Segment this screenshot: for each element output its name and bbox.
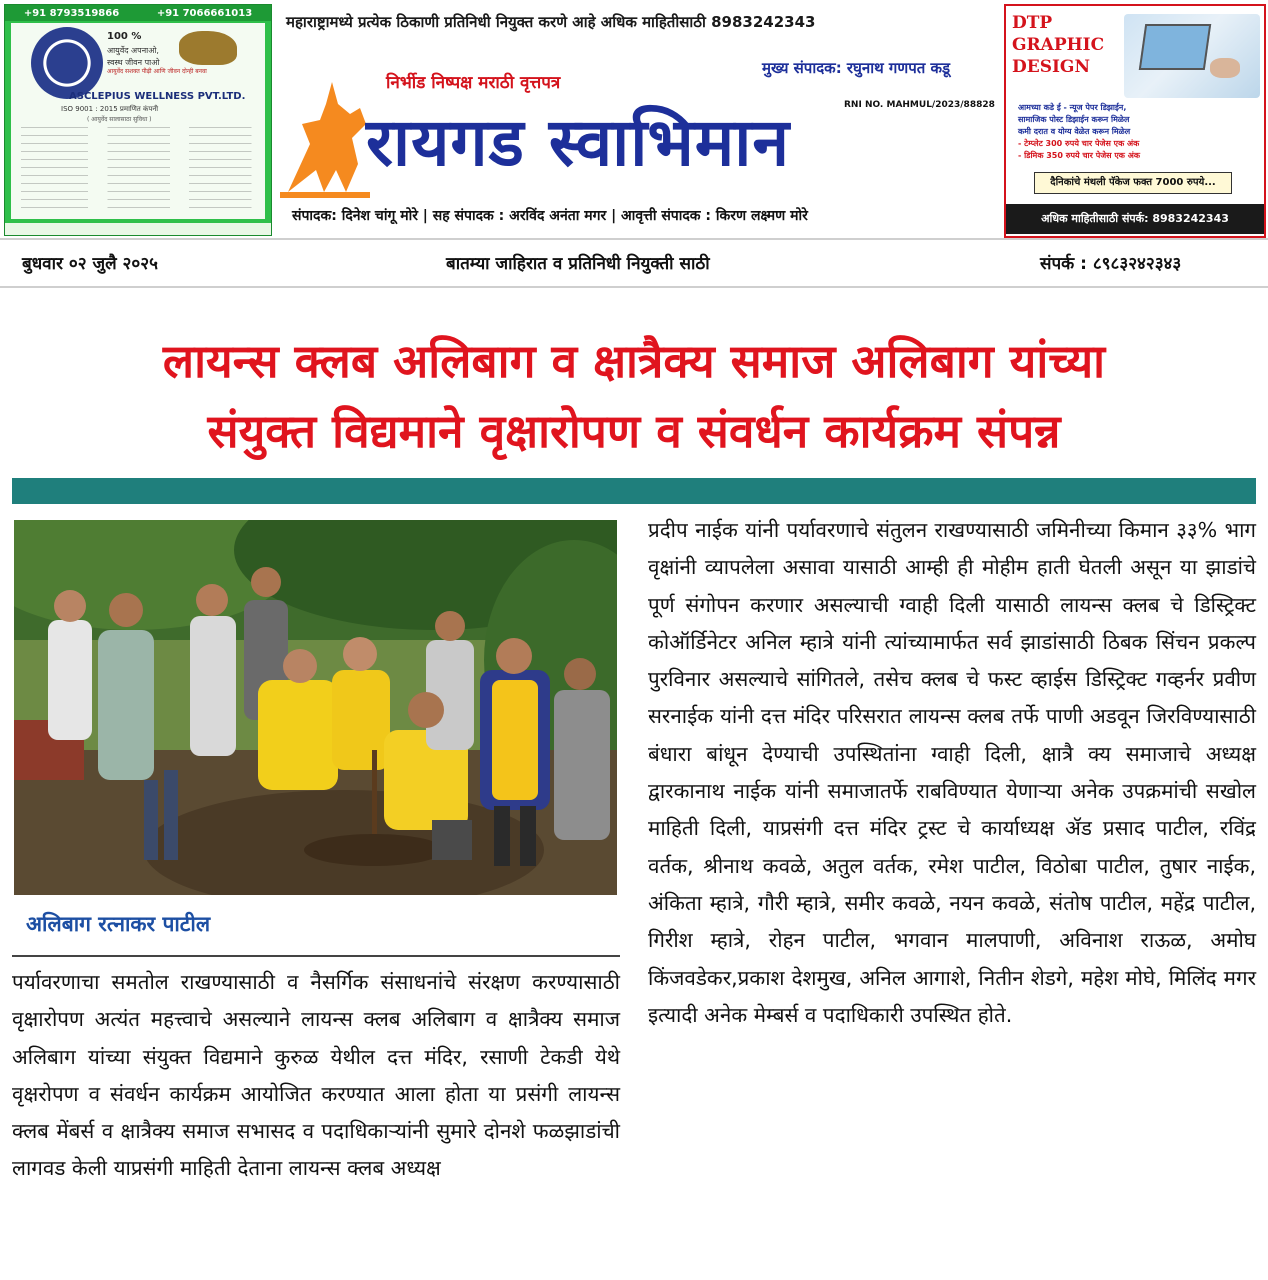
asclepius-logo-icon (31, 27, 103, 99)
ad-phone-strip (5, 5, 271, 21)
masthead-center (274, 4, 1004, 236)
datebar-contact: संपर्क : ८९८३२४२३४३ (1040, 254, 1182, 274)
headline-divider (12, 478, 1256, 504)
ad-company-name: ASCLEPIUS WELLNESS PVT.LTD. (69, 91, 246, 102)
byline: अलिबाग रत्नाकर पाटील (26, 912, 211, 936)
chief-editor: मुख्य संपादक: रघुनाथ गणपत कडू (762, 59, 951, 77)
ad-tagline-2: स्वस्थ जीवन पाओ (107, 58, 160, 67)
byline-divider (12, 955, 620, 957)
designer-photo (1124, 14, 1260, 98)
dtp-design-ad (1004, 4, 1266, 238)
date-bar (0, 238, 1268, 288)
masthead (4, 4, 1262, 236)
paper-tagline: निर्भीड निष्पक्ष मराठी वृत्तपत्र (386, 73, 561, 93)
tree-plantation-photo (14, 520, 617, 895)
asclepius-ad (4, 4, 272, 236)
ad-tagline-3: आयुर्वेद सशक्त पीढ़ी आणि जीवन दोन्ही बनवा (107, 68, 207, 75)
dtp-line-4: - टेम्प्लेट 300 रुपये चार पेजेस एक अंक (1018, 139, 1140, 148)
representative-notice: महाराष्ट्रामध्ये प्रत्येक ठिकाणी प्रतिनिधी नियुक्त करणे आहे अधिक माहितीसाठी 8983242343 (286, 13, 816, 31)
ad-phone-1: +91 8793519866 (23, 7, 120, 19)
datebar-center-text: बातम्या जाहिरात व प्रतिनिधी नियुक्ती साठी (446, 254, 710, 274)
dtp-offer: दैनिकांचे मंथली पॅकेज फक्त 7000 रुपये... (1034, 172, 1232, 194)
paper-name: रायगड स्वाभिमान (366, 104, 790, 181)
ad-iso-sub: ( आयुर्वेद सालासाठा सुविधा ) (87, 116, 152, 123)
ad-phone-2: +91 7066661013 (156, 7, 253, 19)
dtp-details (1018, 102, 1256, 162)
dtp-line-1: आमच्या कडे ई - न्यूज पेपर डिझाईन, (1018, 103, 1127, 112)
dtp-line-3: कमी दरात व योग्य वेळेत करून मिळेल (1018, 127, 1131, 136)
headline-line-1: लायन्स क्लब अलिबाग व क्षात्रैक्य समाज अलिबाग यांच्या (162, 334, 1106, 388)
ad-tagline-1: आयुर्वेद अपनाओ, (107, 46, 159, 55)
dtp-title (1012, 12, 1104, 78)
photo-illustration (14, 520, 617, 895)
editors-line: संपादक: दिनेश चांगू मोरे | सह संपादक : अरविंद अनंता मगर | आवृत्ती संपादक : किरण लक्ष्मण मोरे (292, 208, 808, 224)
hand-icon (1210, 58, 1240, 78)
ad-iso: ISO 9001 : 2015 प्रमाणित कंपनी (61, 105, 159, 113)
dtp-contact: अधिक माहितीसाठी संपर्क: 8983242343 (1006, 204, 1264, 234)
dtp-line-2: सामाजिक पोस्ट डिझाईन करून मिळेल (1018, 115, 1130, 124)
dtp-title-1: DTP (1012, 13, 1053, 33)
tablet-screen-icon (1139, 24, 1211, 70)
dtp-title-2: GRAPHIC (1012, 35, 1105, 55)
rni-number: RNI NO. MAHMUL/2023/88828 (844, 100, 995, 110)
article-column-right: प्रदीप नाईक यांनी पर्यावरणाचे संतुलन राखण्यासाठी जमिनीच्या किमान ३३% भाग वृक्षांनी व्यापलेला असावा यासाठी आम्ही ही मोहीम हाती घेतली असून या झाडांचे पूर्ण संगोपन करणार असल्याची ग्वाही दिली यासाठी लायन्स क्लब चे डिस्ट्रिक्ट कोऑर्डिनेटर अनिल म्हात्रे यांनी त्यांच्यामार्फत सर्व झाडांसाठी ठिबक सिंचन प्रकल्प पुरविनार असल्याचे सांगितले, तसेच क्लब चे फस्ट व्हाईस डिस्ट्रिक्ट गव्हर्नर प्रवीण सरनाईक यांनी दत्त मंदिर परिसरात लायन्स क्लब तर्फे पाणी अडवून जिरविण्यासाठी बंधारा बांधून देण्याची उपस्थितांना ग्वाही दिली, क्षात्रै क्य समाजाचे अध्यक्ष द्वारकानाथ नाईक यांनी समाजातर्फे राबविण्यात येणाऱ्या अनेक उपक्रमांची सखोल माहिती दिली, याप्रसंगी दत्त मंदिर ट्रस्ट चे कार्याध्यक्ष ॲड प्रसाद पाटील, रविंद्र वर्तक, श्रीनाथ कवळे, अतुल वर्तक, रमेश पाटील, विठोबा पाटील, तुषार नाईक, अंकिता म्हात्रे, गौरी म्हात्रे, समीर कवळे, नयन कवळे, संतोष पाटील, महेंद्र पाटील, गिरीश म्हात्रे, रोहन पाटील, भगवान मालपाणी, अविनाश राऊळ, अमोघ किंजवडेकर,प्रकाश देशमुख, अनिल आगाशे, नितीन शेडगे, महेश मोघे, मिलिंद मगर इत्यादी अनेक मेम्बर्स व पदाधिकारी उपस्थित होते. (648, 518, 1256, 1027)
ad-bottom-strip (5, 223, 271, 235)
herb-image-icon (179, 31, 237, 65)
ad-product-list (21, 127, 261, 215)
article-headline (10, 326, 1258, 466)
dtp-line-5: - डिमिक 350 रुपये चार पेजेस एक अंक (1018, 151, 1140, 160)
ad-percent: 100 % (107, 31, 142, 42)
issue-date: बुधवार ०२ जुलै २०२५ (22, 254, 158, 274)
dtp-title-3: DESIGN (1012, 57, 1090, 77)
headline-line-2: संयुक्त विद्यमाने वृक्षारोपण व संवर्धन कार्यक्रम संपन्न (207, 404, 1061, 458)
article-column-left: पर्यावरणाचा समतोल राखण्यासाठी व नैसर्गिक संसाधनांचे संरक्षण करण्यासाठी वृक्षारोपण अत्यंत महत्त्वाचे असल्याने लायन्स क्लब अलिबाग व क्षात्रैक्य समाज अलिबाग यांच्या संयुक्त विद्यमाने कुरुळ येथील दत्त मंदिर, रसाणी टेकडी येथे वृक्षरोपण व संवर्धन कार्यक्रम आयोजित करण्यात आला होता या प्रसंगी लायन्स क्लब मेंबर्स व क्षात्रैक्य समाज सभासद व पदाधिकाऱ्यांनी सुमारे दोनशे फळझाडांची लागवड केली याप्रसंगी माहिती देताना लायन्स क्लब अध्यक्ष (12, 970, 620, 1181)
shivaji-horseman-icon (280, 74, 370, 198)
ad-inner-panel (11, 23, 265, 219)
